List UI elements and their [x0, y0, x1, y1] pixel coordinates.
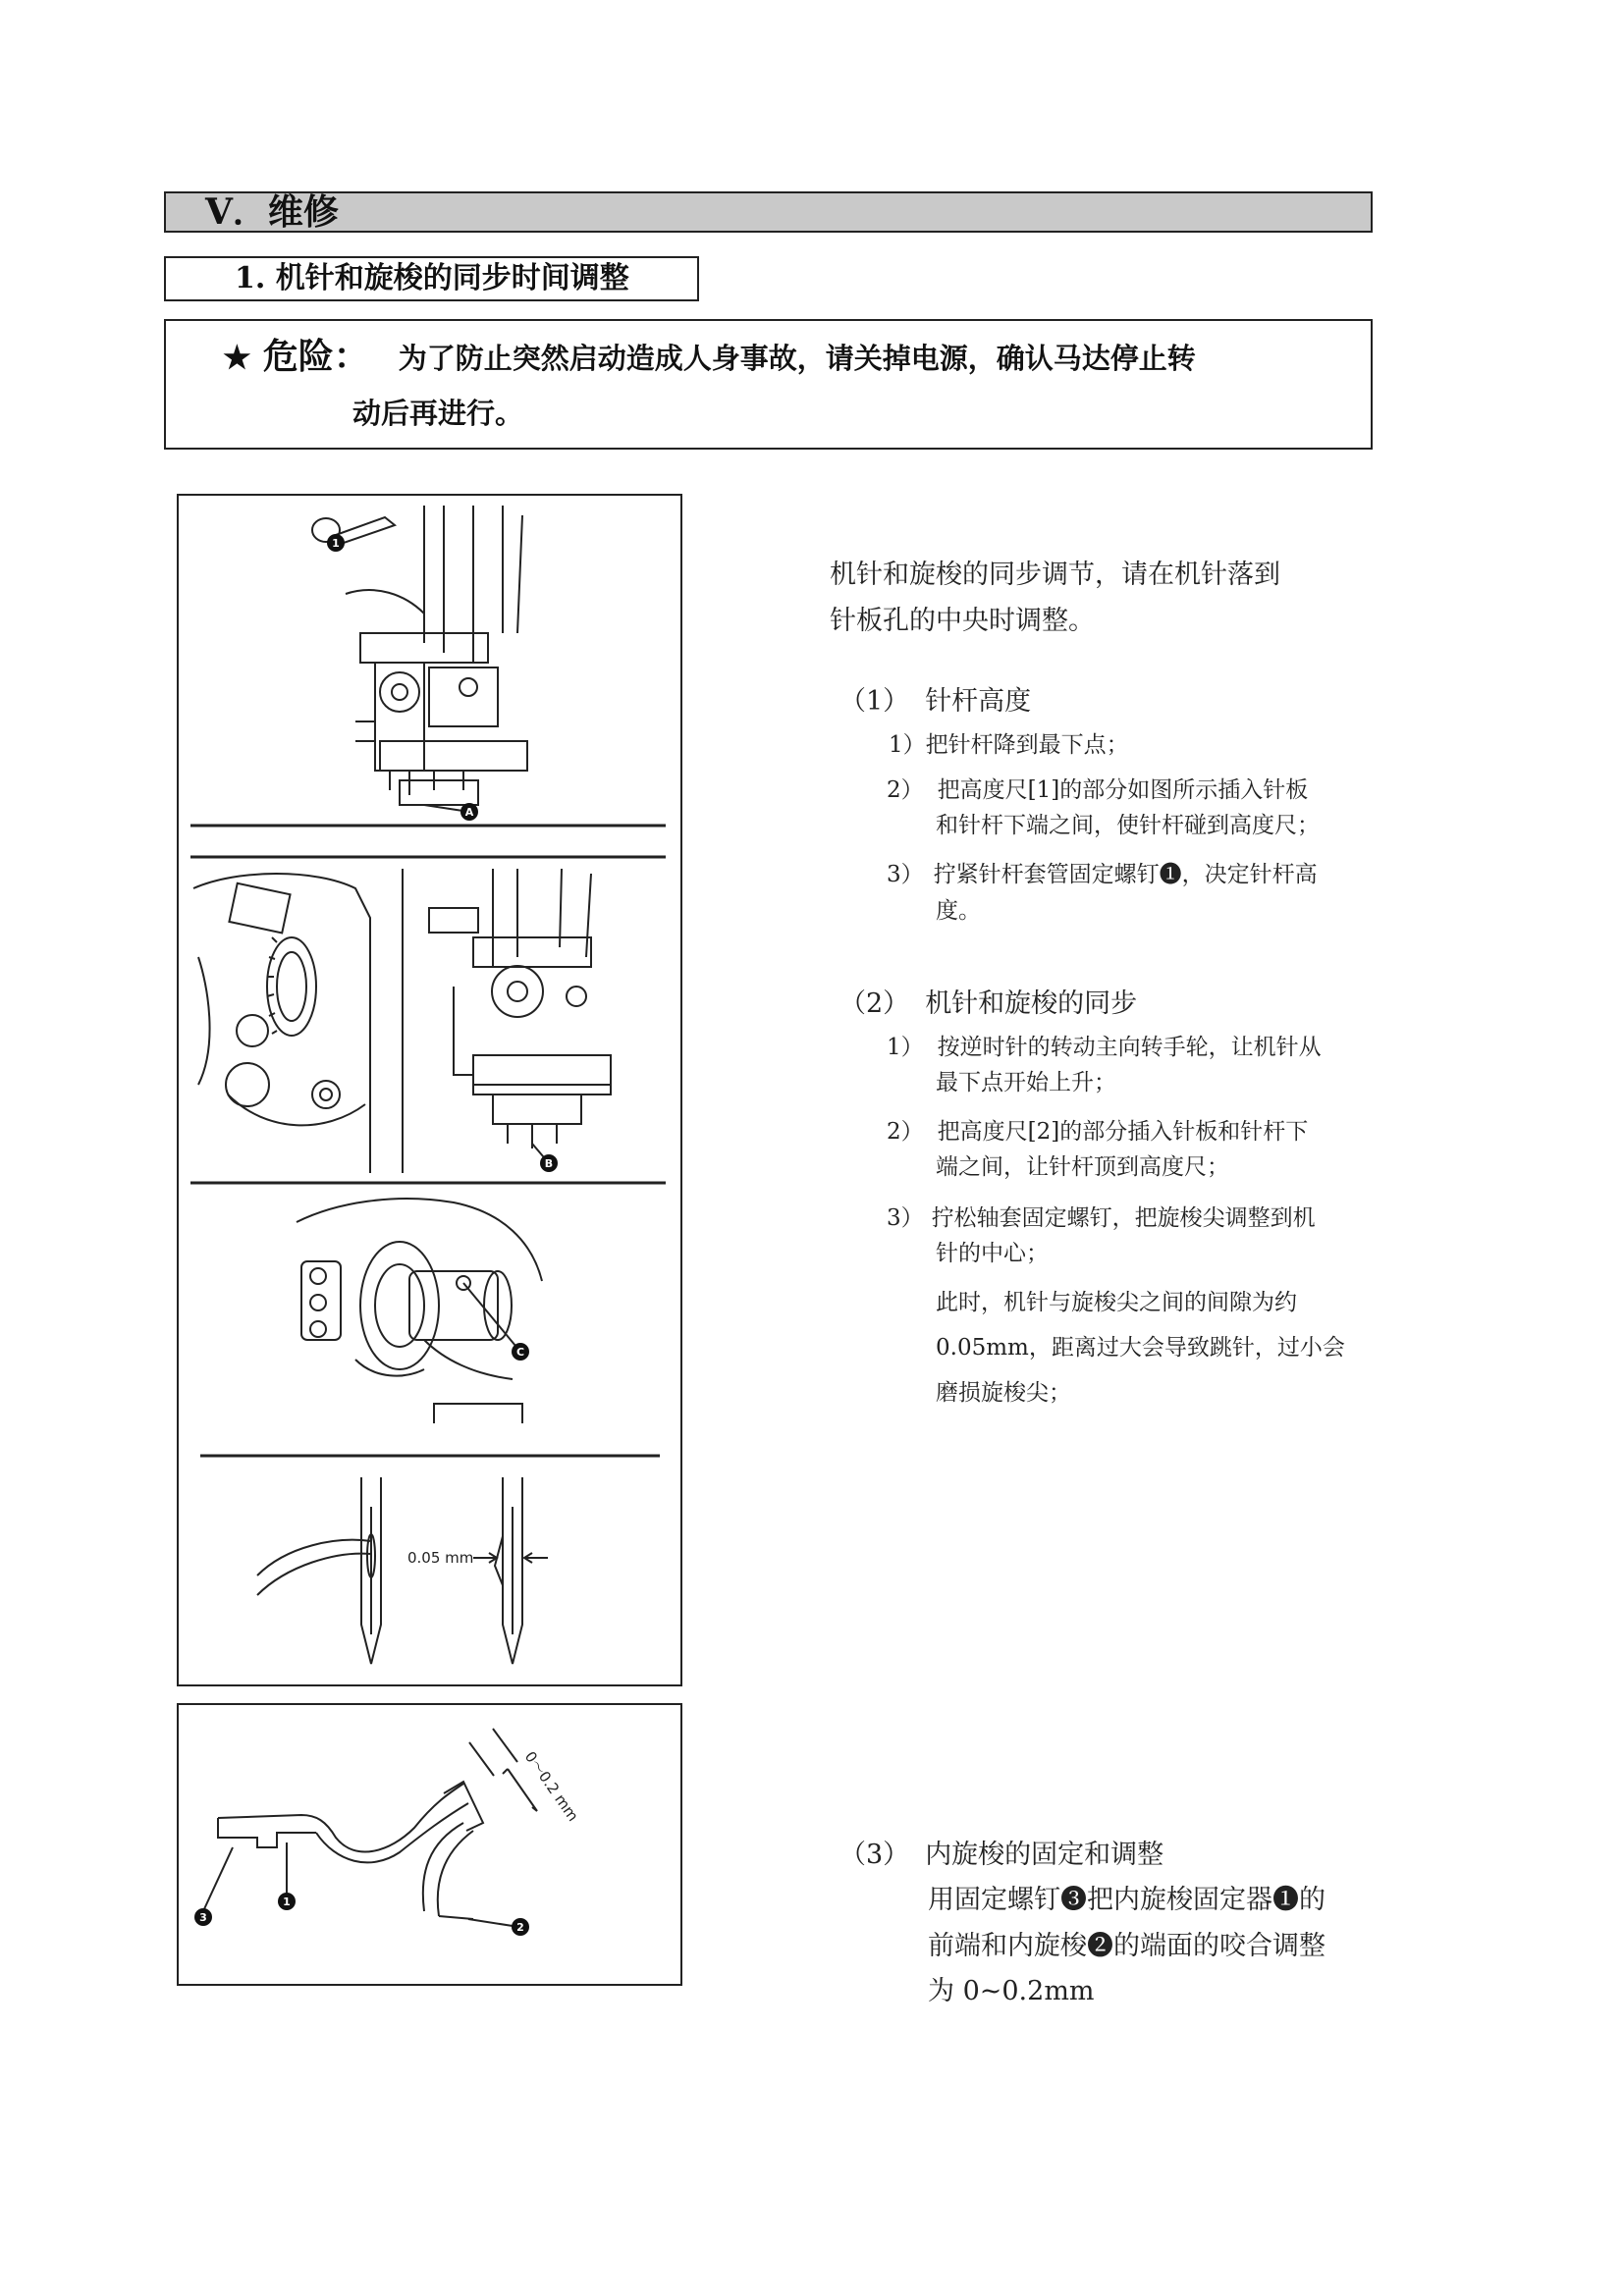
s1-step-3-text-2: 度。 — [936, 898, 981, 924]
gap-label: 0.05 mm — [407, 1549, 474, 1567]
figure-hook-illustration — [179, 1705, 680, 1984]
s1-step-1 — [889, 726, 1129, 759]
s1-step-2-number: 2） — [887, 777, 924, 803]
s2-step-1 — [887, 1029, 1322, 1061]
s1-step-1-text: 把针杆降到最下点； — [925, 732, 1129, 758]
callout-1b: 1 — [283, 1896, 291, 1908]
star-icon: ★ — [223, 339, 251, 376]
s1-step-2 — [887, 772, 1308, 804]
range-label: 0～0.2 mm — [520, 1747, 582, 1825]
s2-note-3: 磨损旋梭尖； — [936, 1380, 1071, 1406]
s2-title: 机针和旋梭的同步 — [925, 988, 1138, 1019]
callout-b: B — [544, 1157, 554, 1170]
warning-text-1: 为了防止突然启动造成人身事故，请关掉电源，确认马达停止转 — [398, 342, 1196, 375]
chapter-title: V．维修 — [164, 191, 1373, 233]
s2-note-2: 0.05mm，距离过大会导致跳针，过小会 — [936, 1335, 1345, 1361]
s1-title: 针杆高度 — [925, 686, 1032, 717]
s1-number: （1） — [839, 686, 910, 717]
s3-text-3: 为 0~0.2mm — [928, 1976, 1095, 2006]
s3-text-2: 前端和内旋梭❷的端面的咬合调整 — [928, 1931, 1325, 1961]
s2-step-3-text-2: 针的中心； — [936, 1241, 1049, 1266]
s2-step-1-number: 1） — [887, 1035, 924, 1060]
s1-step-2-text-1: 把高度尺[1]的部分如图所示插入针板 — [937, 777, 1309, 803]
intro-line-1: 机针和旋梭的同步调节，请在机针落到 — [830, 560, 1280, 590]
s1-heading — [839, 679, 1031, 718]
intro-line-2: 针板孔的中央时调整。 — [830, 606, 1095, 636]
s1-step-1-number: 1） — [889, 732, 926, 758]
warning-text-2: 动后再进行。 — [352, 397, 524, 430]
s1-step-3-text-1: 拧紧针杆套管固定螺钉❶，决定针杆高 — [933, 862, 1318, 887]
figure-illustration — [179, 496, 680, 1684]
s2-step-2 — [887, 1113, 1308, 1146]
figure-needle-hook-timing — [177, 494, 682, 1686]
s2-step-3-text-1: 拧松轴套固定螺钉，把旋梭尖调整到机 — [931, 1205, 1316, 1231]
s2-step-1-text-1: 按逆时针的转动主向转手轮，让机针从 — [937, 1035, 1322, 1060]
callout-3: 3 — [199, 1911, 207, 1924]
s2-heading — [839, 982, 1137, 1020]
warning-label: 危险： — [262, 337, 369, 377]
callout-1: 1 — [332, 537, 340, 550]
figure-inner-hook-holder — [177, 1703, 682, 1986]
s2-note-1: 此时，机针与旋梭尖之间的间隙为约 — [936, 1290, 1297, 1315]
s3-heading — [839, 1833, 1163, 1871]
callout-2: 2 — [516, 1921, 524, 1934]
s1-step-2-text-2: 和针杆下端之间，使针杆碰到高度尺； — [936, 813, 1320, 838]
warning-box — [164, 319, 1373, 450]
s2-step-2-text-2: 端之间，让针杆顶到高度尺； — [936, 1154, 1229, 1180]
s2-number: （2） — [839, 988, 910, 1019]
callout-c: C — [515, 1346, 525, 1359]
section-title: 1. 机针和旋梭的同步时间调整 — [164, 256, 699, 301]
s2-step-3 — [887, 1200, 1316, 1232]
warning-line-1 — [223, 329, 1196, 379]
s3-title: 内旋梭的固定和调整 — [925, 1840, 1164, 1870]
s2-step-2-text-1: 把高度尺[2]的部分插入针板和针杆下 — [937, 1119, 1309, 1145]
s3-text-1: 用固定螺钉❸把内旋梭固定器❶的 — [928, 1885, 1325, 1915]
s3-number: （3） — [839, 1840, 910, 1870]
s2-step-2-number: 2） — [887, 1119, 924, 1145]
s1-step-3 — [887, 856, 1318, 888]
callout-a: A — [464, 806, 474, 819]
s2-step-3-number: 3） — [887, 1205, 924, 1231]
s1-step-3-number: 3） — [887, 862, 924, 887]
s2-step-1-text-2: 最下点开始上升； — [936, 1070, 1116, 1095]
